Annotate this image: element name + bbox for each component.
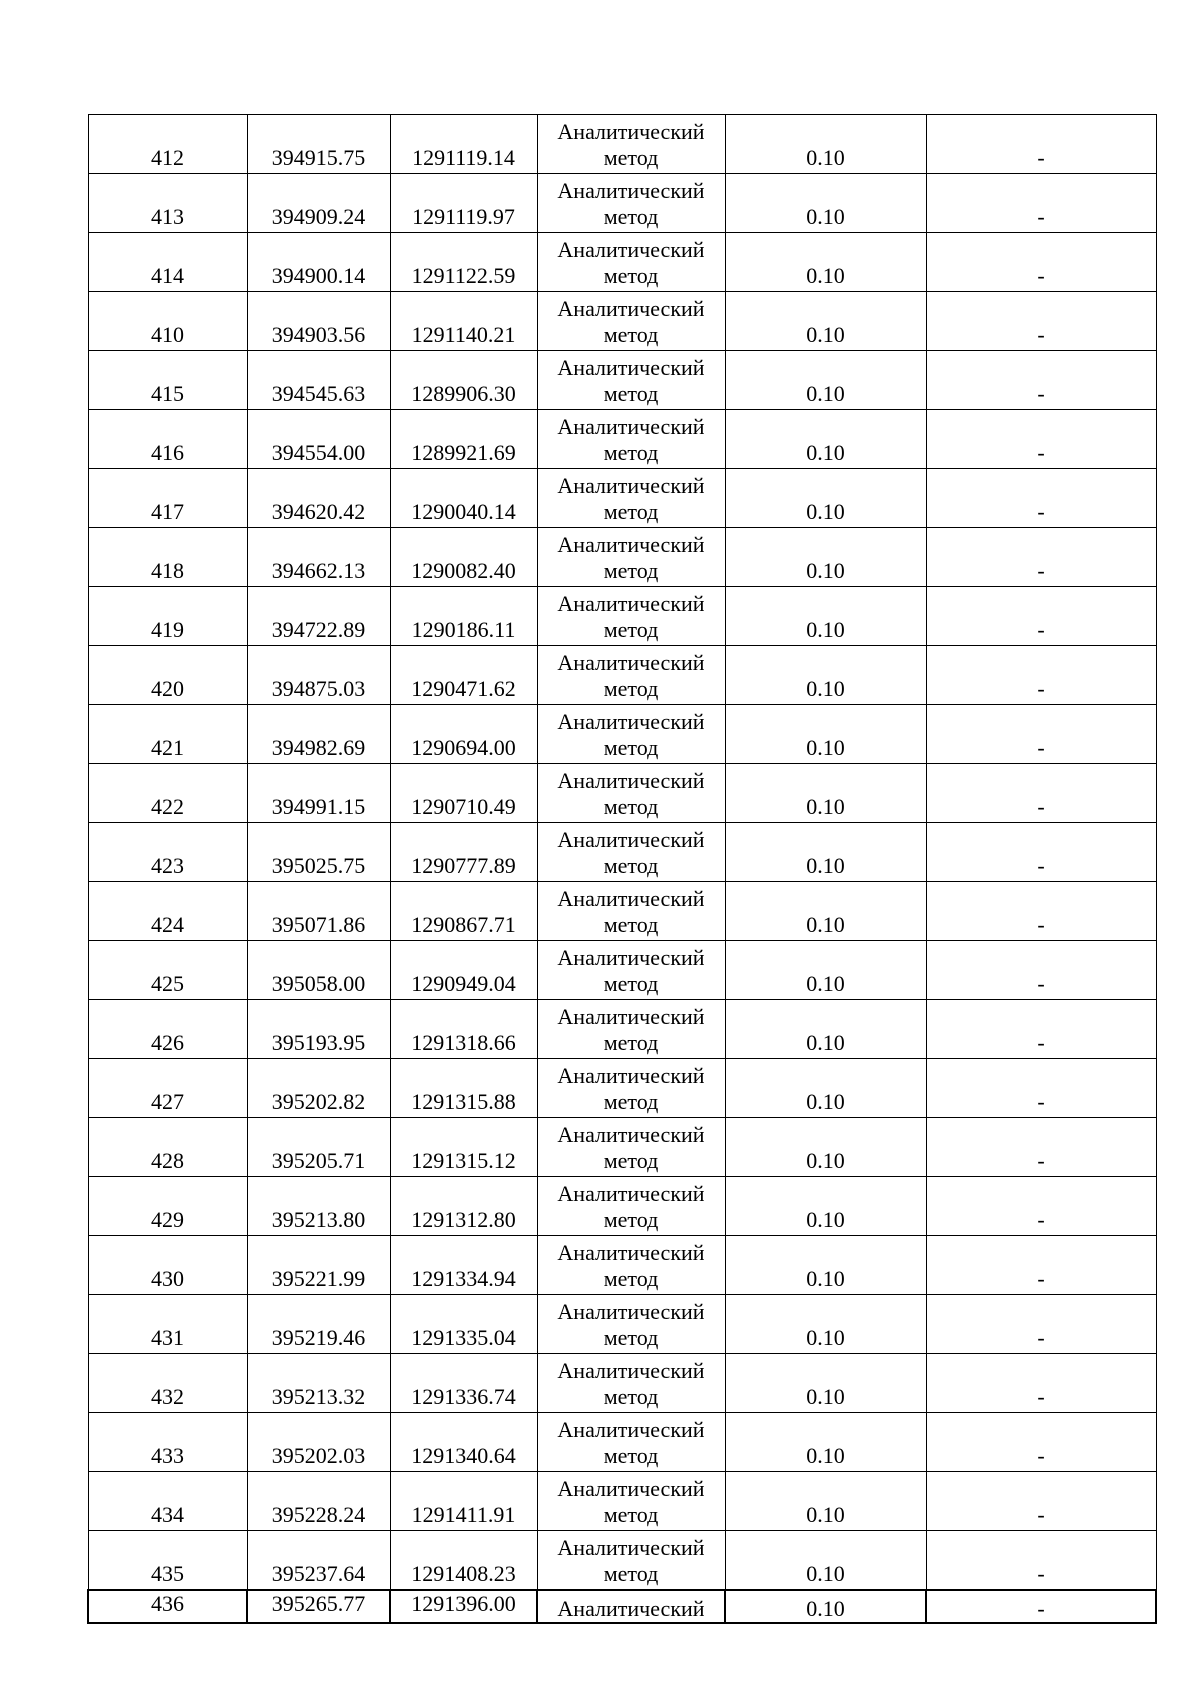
method-cell: [537, 1118, 725, 1177]
method-cell: [537, 292, 725, 351]
accuracy-cell: 0.10: [725, 1118, 926, 1177]
table-row: [88, 292, 1156, 351]
extra-cell: -: [926, 115, 1156, 174]
method-line-2: метод: [603, 1148, 659, 1173]
method-cell: [537, 941, 725, 1000]
method-cell: [537, 587, 725, 646]
point-number-cell: 412: [88, 115, 247, 174]
y-coordinate-cell: 1290710.49: [390, 764, 537, 823]
method-cell: [537, 882, 725, 941]
method-line-1: Аналитический: [557, 1299, 705, 1324]
y-coordinate-cell: 1291340.64: [390, 1413, 537, 1472]
extra-cell: -: [926, 882, 1156, 941]
point-number-cell: 428: [88, 1118, 247, 1177]
point-number-cell: 421: [88, 705, 247, 764]
table-row: [88, 1118, 1156, 1177]
accuracy-cell: 0.10: [725, 941, 926, 1000]
x-coordinate-cell: 394915.75: [247, 115, 390, 174]
accuracy-cell: 0.10: [725, 1472, 926, 1531]
y-coordinate-cell: 1289906.30: [390, 351, 537, 410]
method-line-2: метод: [603, 440, 659, 465]
method-line-1: Аналитический: [557, 1476, 705, 1501]
extra-cell: -: [926, 292, 1156, 351]
accuracy-cell: 0.10: [725, 705, 926, 764]
x-coordinate-cell: 395213.80: [247, 1177, 390, 1236]
point-number-cell: 418: [88, 528, 247, 587]
method-line-2: метод: [603, 971, 659, 996]
method-line-2: метод: [603, 1443, 659, 1468]
table-row: [88, 1472, 1156, 1531]
point-number-cell: 422: [88, 764, 247, 823]
table-row: [88, 1177, 1156, 1236]
x-coordinate-cell: 394545.63: [247, 351, 390, 410]
accuracy-cell: 0.10: [725, 410, 926, 469]
method-cell: [537, 1354, 725, 1413]
y-coordinate-cell: 1291312.80: [390, 1177, 537, 1236]
table-row: [88, 115, 1156, 174]
table-row: [88, 1354, 1156, 1413]
method-cell: [537, 528, 725, 587]
accuracy-cell: 0.10: [725, 764, 926, 823]
method-cell: [537, 469, 725, 528]
method-line-2: метод: [603, 676, 659, 701]
point-number-cell: 429: [88, 1177, 247, 1236]
table-row: [88, 1413, 1156, 1472]
method-line-2: метод: [603, 145, 659, 170]
table-row: [88, 764, 1156, 823]
method-line-1: Аналитический: [557, 945, 705, 970]
accuracy-cell: 0.10: [725, 1354, 926, 1413]
method-line-2: метод: [603, 1207, 659, 1232]
accuracy-cell: 0.10: [725, 646, 926, 705]
coordinates-table-body: [88, 115, 1156, 1624]
method-line-2: метод: [603, 1502, 659, 1527]
method-cell: [537, 1177, 725, 1236]
accuracy-cell: 0.10: [725, 1236, 926, 1295]
extra-cell: -: [926, 646, 1156, 705]
point-number-cell: 431: [88, 1295, 247, 1354]
point-number-cell: 425: [88, 941, 247, 1000]
y-coordinate-cell: 1291336.74: [390, 1354, 537, 1413]
y-coordinate-cell: 1291140.21: [390, 292, 537, 351]
extra-cell: -: [926, 410, 1156, 469]
extra-cell: -: [926, 1531, 1156, 1591]
method-cell: [537, 1000, 725, 1059]
y-coordinate-cell: 1290471.62: [390, 646, 537, 705]
table-row: [88, 1000, 1156, 1059]
table-row: [88, 1531, 1156, 1591]
point-number-cell: 423: [88, 823, 247, 882]
extra-cell: -: [926, 1000, 1156, 1059]
extra-cell: -: [926, 351, 1156, 410]
x-coordinate-cell: 395202.03: [247, 1413, 390, 1472]
method-line-1: Аналитический: [557, 591, 705, 616]
x-coordinate-cell: 394554.00: [247, 410, 390, 469]
accuracy-cell: 0.10: [725, 882, 926, 941]
x-coordinate-cell: 394991.15: [247, 764, 390, 823]
y-coordinate-cell: 1290777.89: [390, 823, 537, 882]
y-coordinate-cell: 1291318.66: [390, 1000, 537, 1059]
extra-cell: -: [926, 1118, 1156, 1177]
accuracy-cell: 0.10: [725, 1000, 926, 1059]
method-line-1: Аналитический: [557, 1535, 705, 1560]
extra-cell: -: [926, 764, 1156, 823]
method-line-2: метод: [603, 1266, 659, 1291]
extra-cell: -: [926, 1590, 1156, 1623]
table-row: [88, 1059, 1156, 1118]
y-coordinate-cell: 1291122.59: [390, 233, 537, 292]
point-number-cell: 427: [88, 1059, 247, 1118]
method-line-1: Аналитический: [557, 1181, 705, 1206]
point-number-cell: 413: [88, 174, 247, 233]
method-line-1: Аналитический: [557, 1358, 705, 1383]
extra-cell: -: [926, 823, 1156, 882]
extra-cell: -: [926, 1354, 1156, 1413]
method-line-2: метод: [603, 1030, 659, 1055]
method-cell: [537, 1059, 725, 1118]
method-cell: [537, 646, 725, 705]
accuracy-cell: 0.10: [725, 1531, 926, 1591]
y-coordinate-cell: 1291335.04: [390, 1295, 537, 1354]
y-coordinate-cell: 1290694.00: [390, 705, 537, 764]
x-coordinate-cell: 394982.69: [247, 705, 390, 764]
coordinates-table: [87, 114, 1157, 1624]
table-row: [88, 705, 1156, 764]
accuracy-cell: 0.10: [725, 115, 926, 174]
point-number-cell: 416: [88, 410, 247, 469]
method-cell: [537, 351, 725, 410]
table-row: [88, 469, 1156, 528]
y-coordinate-cell: 1291408.23: [390, 1531, 537, 1591]
method-line-1: Аналитический: [557, 768, 705, 793]
method-line-2: метод: [603, 735, 659, 760]
point-number-cell: 426: [88, 1000, 247, 1059]
method-line-2: метод: [603, 263, 659, 288]
method-line-1: Аналитический: [557, 1240, 705, 1265]
table-row: [88, 1295, 1156, 1354]
x-coordinate-cell: 395058.00: [247, 941, 390, 1000]
method-line-2: метод: [603, 794, 659, 819]
method-line-1: Аналитический: [557, 237, 705, 262]
point-number-cell: 436: [88, 1590, 247, 1623]
x-coordinate-cell: 394903.56: [247, 292, 390, 351]
accuracy-cell: 0.10: [725, 1059, 926, 1118]
accuracy-cell: 0.10: [725, 233, 926, 292]
x-coordinate-cell: 395202.82: [247, 1059, 390, 1118]
x-coordinate-cell: 395228.24: [247, 1472, 390, 1531]
x-coordinate-cell: 394875.03: [247, 646, 390, 705]
accuracy-cell: 0.10: [725, 292, 926, 351]
table-row: [88, 351, 1156, 410]
y-coordinate-cell: 1291119.14: [390, 115, 537, 174]
x-coordinate-cell: 395221.99: [247, 1236, 390, 1295]
x-coordinate-cell: 394620.42: [247, 469, 390, 528]
method-cell: [537, 705, 725, 764]
table-row: [88, 174, 1156, 233]
y-coordinate-cell: 1291315.12: [390, 1118, 537, 1177]
extra-cell: -: [926, 469, 1156, 528]
method-line-2: метод: [603, 912, 659, 937]
accuracy-cell: 0.10: [725, 174, 926, 233]
method-line-1: Аналитический: [557, 355, 705, 380]
accuracy-cell: 0.10: [725, 469, 926, 528]
method-cell: [537, 1531, 725, 1591]
x-coordinate-cell: 394909.24: [247, 174, 390, 233]
point-number-cell: 432: [88, 1354, 247, 1413]
method-cell: [537, 174, 725, 233]
method-line-1: Аналитический: [557, 414, 705, 439]
x-coordinate-cell: 394722.89: [247, 587, 390, 646]
table-row: [88, 587, 1156, 646]
table-row: [88, 882, 1156, 941]
method-line-1: Аналитический: [557, 473, 705, 498]
point-number-cell: 424: [88, 882, 247, 941]
y-coordinate-cell: 1291119.97: [390, 174, 537, 233]
method-line-2: метод: [603, 1561, 659, 1586]
y-coordinate-cell: 1290949.04: [390, 941, 537, 1000]
table-row: [88, 941, 1156, 1000]
point-number-cell: 435: [88, 1531, 247, 1591]
accuracy-cell: 0.10: [725, 351, 926, 410]
extra-cell: -: [926, 1413, 1156, 1472]
extra-cell: -: [926, 1295, 1156, 1354]
method-line-1: Аналитический: [557, 886, 705, 911]
extra-cell: -: [926, 174, 1156, 233]
y-coordinate-cell: 1290867.71: [390, 882, 537, 941]
point-number-cell: 434: [88, 1472, 247, 1531]
accuracy-cell: 0.10: [725, 587, 926, 646]
method-line-2: метод: [603, 558, 659, 583]
method-line-1: Аналитический: [557, 296, 705, 321]
method-cell: [537, 1295, 725, 1354]
method-line-2: метод: [603, 617, 659, 642]
method-line-2: метод: [603, 204, 659, 229]
extra-cell: -: [926, 528, 1156, 587]
method-cell: [537, 1472, 725, 1531]
method-cell: [537, 823, 725, 882]
accuracy-cell: 0.10: [725, 1295, 926, 1354]
x-coordinate-cell: 395219.46: [247, 1295, 390, 1354]
extra-cell: -: [926, 1059, 1156, 1118]
point-number-cell: 415: [88, 351, 247, 410]
point-number-cell: 419: [88, 587, 247, 646]
y-coordinate-cell: 1291334.94: [390, 1236, 537, 1295]
point-number-cell: 414: [88, 233, 247, 292]
method-line-1: Аналитический: [557, 1122, 705, 1147]
point-number-cell: 430: [88, 1236, 247, 1295]
table-row: [88, 823, 1156, 882]
method-line-2: метод: [603, 1325, 659, 1350]
x-coordinate-cell: 395265.77: [247, 1590, 390, 1623]
y-coordinate-cell: 1290082.40: [390, 528, 537, 587]
method-cell: [537, 233, 725, 292]
x-coordinate-cell: 395071.86: [247, 882, 390, 941]
extra-cell: -: [926, 705, 1156, 764]
y-coordinate-cell: 1291315.88: [390, 1059, 537, 1118]
x-coordinate-cell: 394900.14: [247, 233, 390, 292]
x-coordinate-cell: 395025.75: [247, 823, 390, 882]
extra-cell: -: [926, 941, 1156, 1000]
method-line-1: Аналитический: [557, 1417, 705, 1442]
method-line-1: Аналитический: [557, 119, 705, 144]
y-coordinate-cell: 1290186.11: [390, 587, 537, 646]
y-coordinate-cell: 1291411.91: [390, 1472, 537, 1531]
method-line-2: метод: [603, 381, 659, 406]
accuracy-cell: 0.10: [725, 1590, 926, 1623]
method-cell: [537, 1236, 725, 1295]
x-coordinate-cell: 395237.64: [247, 1531, 390, 1591]
x-coordinate-cell: 394662.13: [247, 528, 390, 587]
method-cell: [537, 1413, 725, 1472]
method-line-1: Аналитический: [557, 1063, 705, 1088]
table-row: [88, 410, 1156, 469]
method-line-1: Аналитический: [557, 532, 705, 557]
point-number-cell: 420: [88, 646, 247, 705]
method-line-2: метод: [603, 322, 659, 347]
point-number-cell: 433: [88, 1413, 247, 1472]
x-coordinate-cell: 395213.32: [247, 1354, 390, 1413]
method-line-1: Аналитический: [557, 178, 705, 203]
y-coordinate-cell: 1289921.69: [390, 410, 537, 469]
method-line-2: метод: [603, 1384, 659, 1409]
accuracy-cell: 0.10: [725, 823, 926, 882]
point-number-cell: 417: [88, 469, 247, 528]
table-row: [88, 528, 1156, 587]
method-cell: [537, 764, 725, 823]
method-line-1: Аналитический: [557, 827, 705, 852]
extra-cell: -: [926, 1472, 1156, 1531]
extra-cell: -: [926, 233, 1156, 292]
method-line-2: метод: [603, 499, 659, 524]
x-coordinate-cell: 395205.71: [247, 1118, 390, 1177]
accuracy-cell: 0.10: [725, 1177, 926, 1236]
method-cell: Аналитический: [537, 1590, 725, 1623]
extra-cell: -: [926, 587, 1156, 646]
method-cell: [537, 410, 725, 469]
method-line-2: метод: [603, 853, 659, 878]
method-line-1: Аналитический: [557, 650, 705, 675]
accuracy-cell: 0.10: [725, 1413, 926, 1472]
table-row: [88, 646, 1156, 705]
table-row: [88, 1236, 1156, 1295]
accuracy-cell: 0.10: [725, 528, 926, 587]
method-line-1: Аналитический: [557, 1004, 705, 1029]
method-line-2: метод: [603, 1089, 659, 1114]
extra-cell: -: [926, 1236, 1156, 1295]
table-row-last: [88, 1590, 1156, 1623]
x-coordinate-cell: 395193.95: [247, 1000, 390, 1059]
y-coordinate-cell: 1291396.00: [390, 1590, 537, 1623]
point-number-cell: 410: [88, 292, 247, 351]
method-cell: [537, 115, 725, 174]
method-line-1: Аналитический: [557, 709, 705, 734]
table-row: [88, 233, 1156, 292]
y-coordinate-cell: 1290040.14: [390, 469, 537, 528]
extra-cell: -: [926, 1177, 1156, 1236]
